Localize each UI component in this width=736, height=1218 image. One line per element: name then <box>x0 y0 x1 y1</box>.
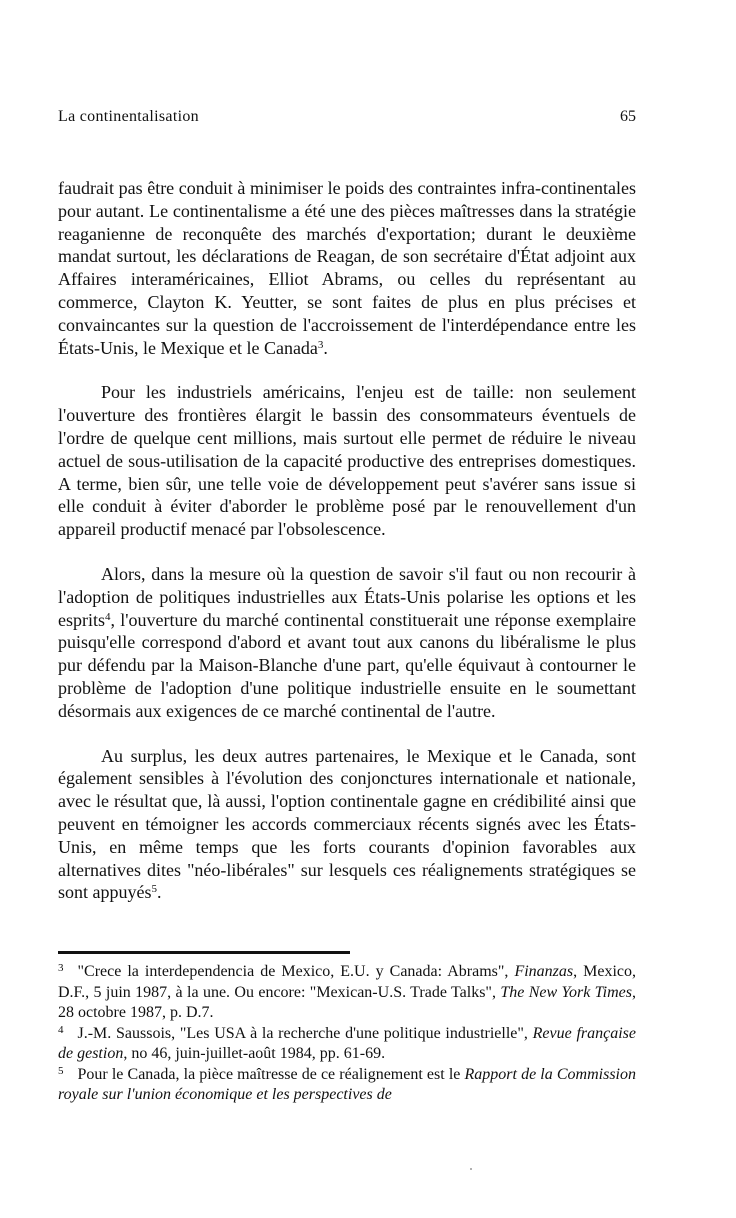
footnote-italic-text: Revue française de gestion <box>58 1024 637 1062</box>
book-page <box>58 0 636 1218</box>
footnote-mark: 5 <box>58 1064 64 1077</box>
paragraph-2-text: Pour les industriels américains, l'enjeu est de taille: non seulement l'ouverture des frontières élargit le bassin des consommateurs éventuels de l'ordre de quelque cent millions, mais surtout elle permet de réduire le niveau actuel de sous-utilisation de la capacité productive des entreprises domestiques. A terme, bien sûr, une telle voie de développement peut s'avérer sans issue si elle conduit à éviter d'aborder le problème posé par le renouvellement d'un appareil productif menacé par l'obsolescence. <box>58 382 636 540</box>
paragraph-1-text: faudrait pas être conduit à minimiser le poids des contraintes infra-continentales pour autant. Le continentalisme a été une des pièces maîtresses dans la stratégie reaganienne de reconquête des marchés d'exportation; durant le deuxième mandat surtout, les déclarations de Reagan, de son secrétaire d'État adjoint aux Affaires interaméricaines, Elliot Abrams, ou celles du représentant au commerce, Clayton K. Yeutter, se sont faites de plus en plus précises et convaincantes sur la question de l'accroissement de l'interdépendance entre les États-Unis, le Mexique et le Canada <box>58 178 636 358</box>
paragraph-1-tail: . <box>323 337 328 358</box>
body-text <box>58 177 636 926</box>
footnote-3 <box>58 962 636 1024</box>
scan-speck <box>470 1168 472 1170</box>
footnote-mark: 4 <box>58 1023 64 1036</box>
footnote-text: "Crece la interdependencia de Mexico, E.U. y Canada: Abrams", <box>77 963 515 980</box>
footnote-text: Pour le Canada, la pièce maîtresse de ce réalignement est le <box>77 1065 465 1083</box>
running-header <box>58 108 636 130</box>
footnote-4 <box>58 1024 636 1065</box>
footnote-text: , 28 octobre 1987, p. D.7. <box>58 983 637 1021</box>
page-number: 65 <box>620 108 636 125</box>
footnote-italic-text: Rapport de la Commission royale sur l'union économique et les perspectives de <box>58 1065 636 1103</box>
footnote-text: , no 46, juin-juillet-août 1984, pp. 61-69. <box>123 1045 386 1062</box>
running-title: La continentalisation <box>58 108 199 125</box>
footnote-ref-3: 3 <box>317 338 324 351</box>
paragraph-3-tail: , l'ouverture du marché continental constituerait une réponse exemplaire puisqu'elle correspond d'abord et avant tout aux canons du libéralisme le plus pur défendu par la Maison-Blanche d'une part, qu'elle équivaut à contourner le problème de l'adoption d'une politique industrielle ensuite en le soumettant désormais aux exigences de ce marché continental de l'autre. <box>58 609 636 721</box>
footnotes <box>58 962 636 1106</box>
footnote-separator <box>58 951 350 954</box>
footnote-text: J.-M. Saussois, "Les USA à la recherche d'une politique industrielle", <box>77 1024 533 1042</box>
footnote-ref-4: 4 <box>105 610 111 623</box>
paragraph-2 <box>58 381 636 541</box>
footnote-text: , Mexico, D.F., 5 juin 1987, à la une. Ou encore: "Mexican-U.S. Trade Talks", <box>58 963 637 1001</box>
paragraph-1 <box>58 177 636 359</box>
footnote-ref-5: 5 <box>151 883 157 896</box>
paragraph-3-text: Alors, dans la mesure où la question de savoir s'il faut ou non recourir à l'adoption de politiques industrielles aux États-Unis polarise les options et les esprits <box>58 563 636 630</box>
paragraph-3 <box>58 563 636 723</box>
paragraph-4 <box>58 745 636 905</box>
footnote-italic-text: Finanzas <box>514 963 574 980</box>
paragraph-4-tail: . <box>157 882 162 903</box>
footnote-mark: 3 <box>58 962 64 974</box>
paragraph-4-text: Au surplus, les deux autres partenaires, le Mexique et le Canada, sont également sensibles à l'évolution des conjonctures internationale et nationale, avec le résultat que, là aussi, l'option continentale gagne en crédibilité ainsi que peuvent en témoigner les accords commerciaux récents signés avec les États-Unis, en même temps que les forts courants d'opinion favorables aux alternatives dites "néo-libérales" sur lesquels ces réalignements stratégiques se sont appuyés <box>58 745 636 903</box>
footnote-italic-text: The New York Times <box>500 983 633 1001</box>
footnote-5 <box>58 1065 636 1106</box>
